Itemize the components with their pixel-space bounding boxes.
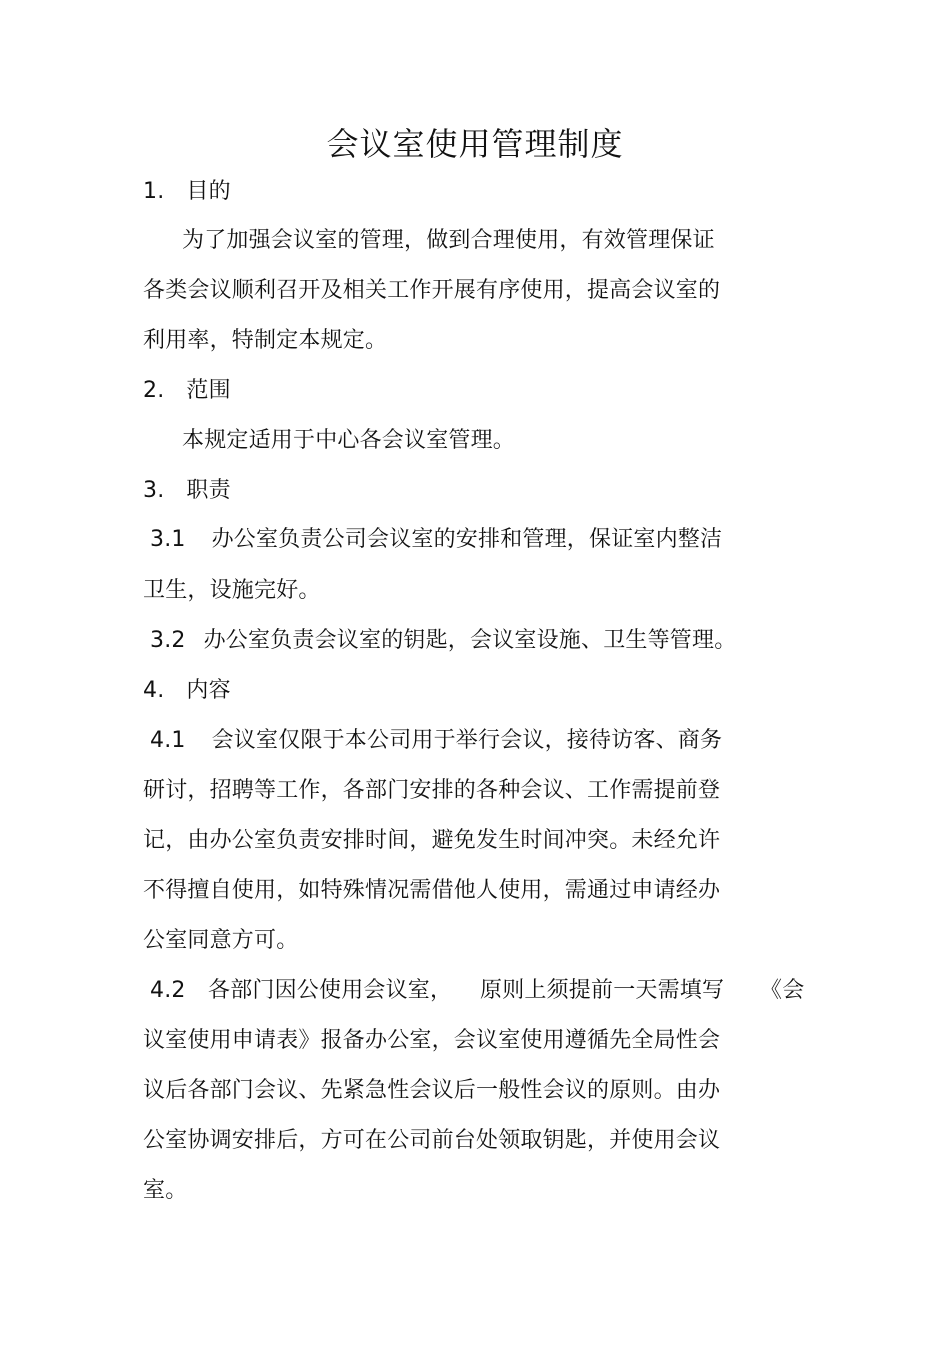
section-title: 内容: [186, 678, 231, 703]
section-heading-content: [143, 676, 231, 706]
clause-3-2: [150, 626, 736, 656]
paragraph-line: 各类会议顺利召开及相关工作开展有序使用，提高会议室的: [143, 278, 721, 303]
paragraph-line: 记，由办公室负责安排时间，避免发生时间冲突。未经允许: [143, 828, 721, 853]
paragraph-line: 利用率，特制定本规定。: [143, 328, 388, 353]
clause-number: 3.2: [150, 628, 186, 653]
paragraph-line: 研讨，招聘等工作，各部门安排的各种会议、工作需提前登: [143, 778, 721, 803]
paragraph-line-part: 原则上须提前一天需填写: [480, 978, 725, 1003]
page-title: 会议室使用管理制度: [326, 125, 624, 163]
paragraph-line: 公室同意方可。: [143, 928, 299, 953]
paragraph-line: 议后各部门会议、先紧急性会议后一般性会议的原则。由办: [143, 1078, 721, 1103]
paragraph-line: 会议室仅限于本公司用于举行会议，接待访客、商务: [211, 728, 723, 753]
paragraph-line: 本规定适用于中心各会议室管理。: [182, 428, 516, 453]
paragraph-line-part: 各部门因公使用会议室，: [208, 978, 453, 1003]
paragraph-line: 公室协调安排后，方可在公司前台处领取钥匙，并使用会议: [143, 1128, 721, 1153]
paragraph-line: 卫生，设施完好。: [143, 578, 321, 603]
section-heading-duties: [143, 476, 231, 506]
paragraph-line: 室。: [143, 1178, 188, 1203]
section-number: 1.: [143, 179, 165, 204]
paragraph-line-part: 《会: [760, 978, 805, 1003]
section-number: 3.: [143, 478, 165, 503]
clause-4-2: [150, 976, 186, 1006]
paragraph-line: 办公室负责公司会议室的安排和管理，保证室内整洁: [211, 527, 723, 552]
paragraph-line: 议室使用申请表》报备办公室，会议室使用遵循先全局性会: [143, 1028, 721, 1053]
clause-3-1: [150, 525, 722, 555]
paragraph-line: 为了加强会议室的管理，做到合理使用，有效管理保证: [182, 228, 715, 253]
section-number: 4.: [143, 678, 165, 703]
section-number: 2.: [143, 378, 165, 403]
paragraph-line: 办公室负责会议室的钥匙，会议室设施、卫生等管理。: [203, 628, 737, 653]
section-title: 范围: [186, 378, 231, 403]
clause-number: 3.1: [150, 527, 186, 552]
section-title: 职责: [186, 478, 231, 503]
clause-4-1: [150, 726, 722, 756]
clause-number: 4.1: [150, 728, 186, 753]
section-title: 目的: [186, 179, 231, 204]
section-heading-scope: [143, 376, 231, 406]
section-heading-purpose: [143, 177, 231, 207]
clause-number: 4.2: [150, 978, 186, 1003]
paragraph-line: 不得擅自使用，如特殊情况需借他人使用，需通过申请经办: [143, 878, 721, 903]
